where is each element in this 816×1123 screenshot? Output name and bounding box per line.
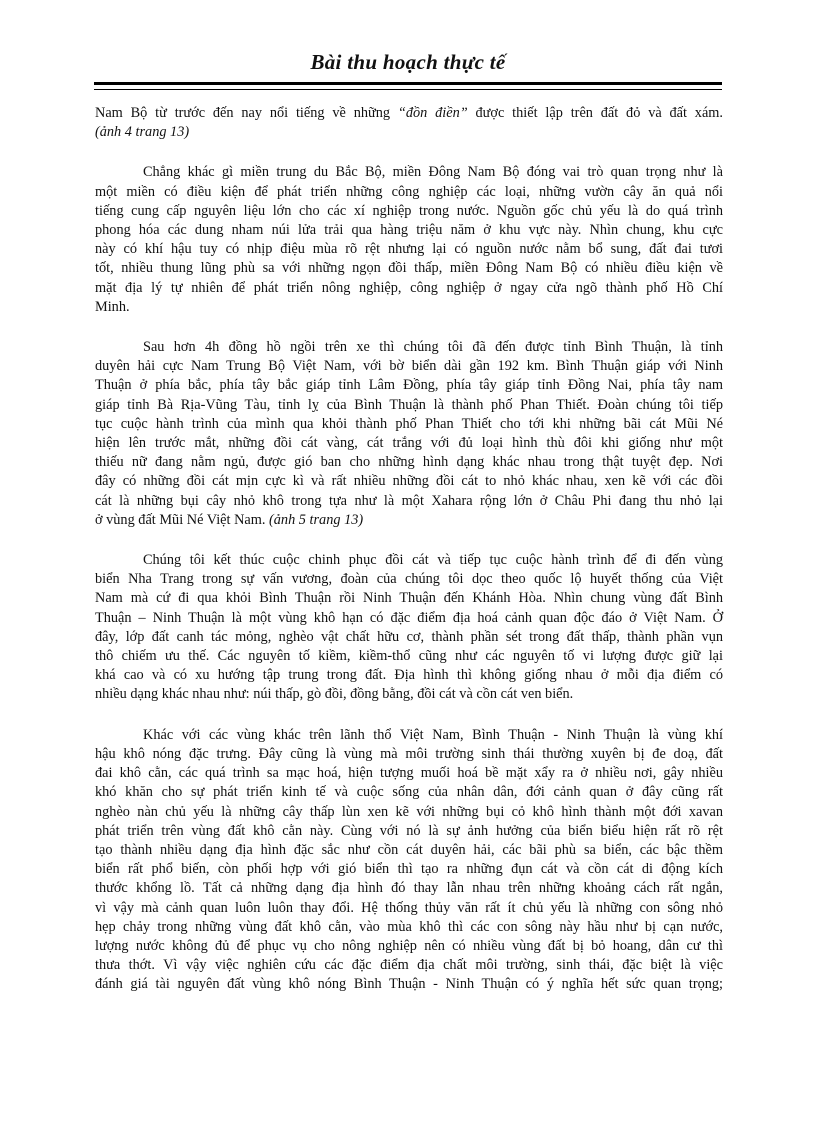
paragraph bbox=[95, 163, 723, 317]
text-line: Chẳng khác gì miền trung du Bắc Bộ, miền Đông Nam Bộ đóng vai trò quan trọng như là bbox=[143, 164, 723, 181]
text-line: đây, lớp đất canh tác mỏng, nghèo vật chất hữu cơ, thành phần sét trong đất thấp, thành phần vụn bbox=[95, 628, 723, 645]
paragraph bbox=[95, 726, 723, 995]
text-line: tốt, nhiều thung lũng phù sa với những ngọn đồi thấp, miền Đông Nam Bộ có nhiều điều kiện về bbox=[95, 260, 723, 277]
photo-reference: (ảnh 4 trang 13) bbox=[95, 124, 190, 141]
text-line: nhiều dạng khác nhau như: núi thấp, gò đồi, đồng bằng, đồi cát và cồn cát ven biển. bbox=[95, 686, 574, 703]
text-line: thiếu nữ đang nằm ngủ, được gió ban cho những hình dạng khác nhau trong thật tuyệt đẹp. Nơi bbox=[95, 454, 723, 471]
text-line: Thuận ở phía bắc, phía tây bắc giáp tỉnh Lâm Đồng, phía tây giáp tỉnh Đồng Nai, phía tây nam bbox=[95, 377, 723, 394]
paragraph bbox=[95, 104, 723, 142]
text-line: biển Nha Trang trong sự vấn vương, đoàn của chúng tôi dọc theo quốc lộ huyết thống của Việt bbox=[95, 571, 723, 588]
text-line: lượng nước không đủ để phục vụ cho nông nghiệp nên có nhiều vùng đất bị bỏ hoang, dân cư thì bbox=[95, 937, 723, 954]
text-line: Chúng tôi kết thúc cuộc chinh phục đồi cát và tiếp tục cuộc hành trình để đi đến vùng bbox=[143, 552, 723, 569]
text-line: cát là những bụi cây nhỏ khô trong tựa như là một Xahara rộng lớn ở Châu Phi đang thu nhỏ lại bbox=[95, 492, 723, 509]
text-line: giáp tỉnh Bà Rịa-Vũng Tàu, tỉnh lỵ của Bình Thuận là thành phố Phan Thiết. Đoàn chúng tôi tiếp bbox=[95, 396, 723, 413]
text-line: đánh giá tài nguyên đất vùng khô nóng Bình Thuận - Ninh Thuận có ý nghĩa hết sức quan trọng; bbox=[95, 976, 723, 993]
text-line: một miền có điều kiện để phát triển những công nghiệp các loại, những vườn cây ăn quả nổi bbox=[95, 183, 723, 200]
text-line: Sau hơn 4h đồng hồ ngồi trên xe thì chúng tôi đã đến được tỉnh Bình Thuận, là tỉnh bbox=[143, 339, 723, 356]
text-line: thưa thớt. Vì vậy việc nghiên cứu các đặc điểm địa chất môi trường, sinh thái, đặc biệt là việc bbox=[95, 957, 723, 974]
header-divider bbox=[94, 82, 722, 90]
emphasis: “đồn điền” bbox=[397, 105, 468, 121]
text-line: tục cuộc hành trình của mình qua khỏi thành phố Phan Thiết cho tới khi những bãi cát Mũi Né bbox=[95, 415, 723, 432]
text-line: Minh. bbox=[95, 298, 130, 315]
text-line: biển rất phổ biến, còn phối hợp với gió biển thì tạo ra những đụn cát và cồn cát di động kích bbox=[95, 861, 723, 878]
photo-reference: (ảnh 5 trang 13) bbox=[269, 511, 364, 528]
text-line: nghèo nàn chủ yếu là những cây thấp lùn xen kẽ với những bụi cỏ khô hình thành một đới xavan bbox=[95, 803, 723, 820]
document-body bbox=[95, 104, 723, 995]
text-line: hiện lên trước mắt, những đồi cát vàng, cát trắng với đủ loại hình thù đôi khi giống như một bbox=[95, 435, 723, 452]
text-line: hậu khô nóng đặc trưng. Đây cũng là vùng mà môi trường sinh thái thường xuyên bị đe doạ, đất bbox=[95, 745, 723, 762]
text-line: khó khăn cho sự phát triển kinh tế và cuộc sống của nhân dân, đới cảnh quan ở đây cũng rất bbox=[95, 784, 723, 801]
paragraph bbox=[95, 551, 723, 705]
text-line: thô chiếm ưu thế. Các nguyên tố kiềm, kiềm-thổ cũng như các nguyên tố vi lượng được giữ lại bbox=[95, 648, 723, 665]
text-line: đai khô cằn, các quá trình sa mạc hoá, hiện tượng muối hoá bề mặt xẩy ra ở nhiều nơi, gây nhiều bbox=[95, 765, 723, 782]
text-line: Nam Bộ từ trước đến nay nổi tiếng về những “đồn điền” được thiết lập trên đất đỏ và đất xám. bbox=[95, 105, 724, 121]
paragraph bbox=[95, 338, 723, 530]
text-line: Khác với các vùng khác trên lãnh thổ Việt Nam, Bình Thuận - Ninh Thuận là vùng khí bbox=[143, 726, 723, 743]
text-line: Thuận – Ninh Thuận là một vùng khô hạn có đặc điểm địa hoá cảnh quan độc đáo ở Việt Nam. Ở bbox=[95, 609, 723, 626]
text-line: Nam mà cứ đi qua khỏi Bình Thuận rồi Ninh Thuận đến Khánh Hòa. Nhìn chung vùng đất Bình bbox=[95, 590, 723, 607]
text-line: tạo thành nhiều dạng địa hình đặc sắc như cồn cát duyên hải, các bãi phù sa biển, các bậc thềm bbox=[95, 841, 723, 858]
text-line: thước khổng lồ. Tất cả những dạng địa hình đó thay lẫn nhau trên những khoảng cách rất ngắn, bbox=[95, 880, 723, 897]
text-line: tiếng cung cấp nguyên liệu lớn cho các xí nghiệp trong nước. Nguồn gốc chủ yếu là do quá trình bbox=[95, 202, 723, 219]
text-line: ở vùng đất Mũi Né Việt Nam. (ảnh 5 trang 13) bbox=[95, 511, 364, 528]
text-line: hẹp chảy trong những vùng đất khô cằn, vào mùa khô thì các con sông này hầu như bị cạn nước, bbox=[95, 918, 723, 935]
text-line: phát triển trên vùng đất khô cằn này. Cùng với nó là sự ảnh hưởng của biển biểu hiện rất rõ rệt bbox=[95, 822, 723, 839]
page-header bbox=[94, 50, 722, 75]
text-line: mặt địa lý tự nhiên để phát triển nông nghiệp, công nghiệp ở ngay cửa ngõ thành phố Hồ Chí bbox=[95, 279, 723, 296]
text-line: vì vậy mà cảnh quan luôn luôn thay đổi. Hệ thống thủy văn rất ít chủ yếu là những con sông nhỏ bbox=[95, 899, 723, 916]
text-line: khá cao và có xu hướng tập trung trong đất. Địa hình thì không giống nhau ở mỗi địa điểm có bbox=[95, 667, 723, 684]
text-line: duyên hải cực Nam Trung Bộ Việt Nam, với bờ biển dài gần 192 km. Bình Thuận giáp với Ninh bbox=[95, 358, 723, 375]
header-title: Bài thu hoạch thực tế bbox=[310, 50, 506, 74]
text-line: phong hóa các dung nham núi lửa trải qua hàng triệu năm ở khu vực này. Nhìn chung, khu cực bbox=[95, 222, 723, 239]
text-line: đây có những đồi cát mịn cực kì và rất nhiều những đồi cát to nhỏ khác nhau, xen kẽ với các đồi bbox=[95, 473, 723, 490]
text-line: này có khí hậu tuy có nhịp điệu mùa rõ rệt nhưng lại có nguồn nước nằm bổ sung, đất đai tươi bbox=[95, 241, 723, 258]
